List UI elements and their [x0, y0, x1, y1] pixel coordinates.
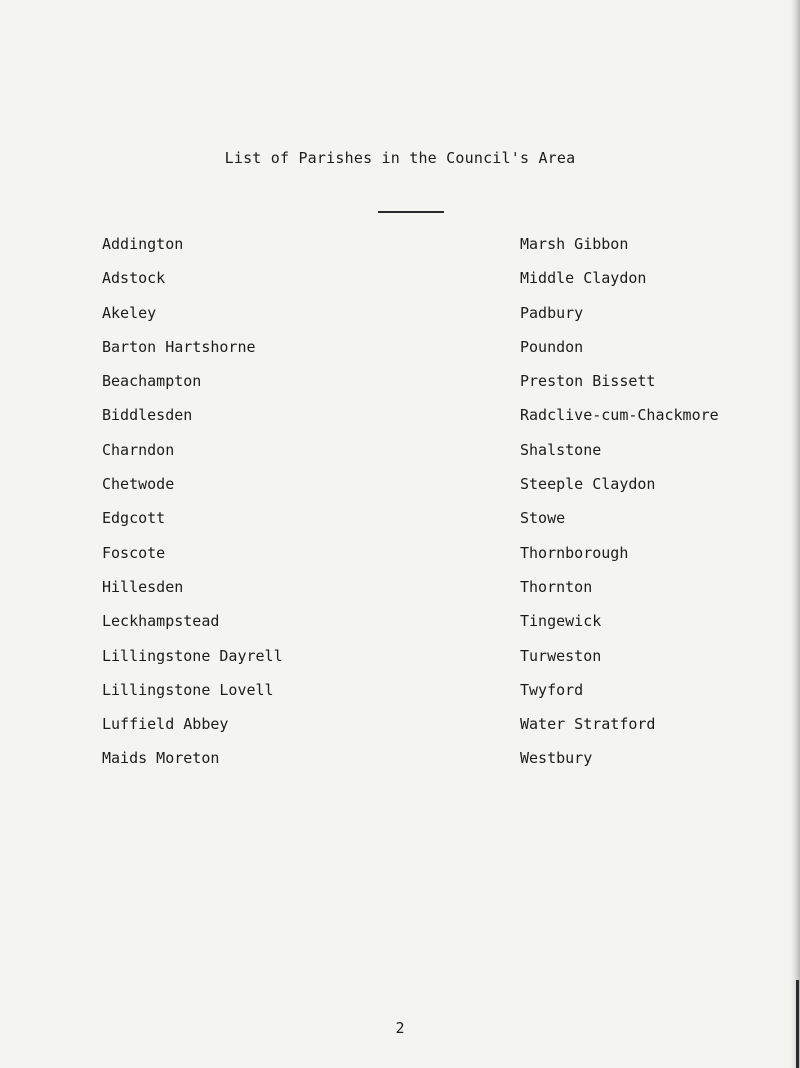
title-underline — [378, 211, 444, 213]
parish-item: Shalstone — [520, 440, 602, 459]
parish-item: Padbury — [520, 303, 584, 322]
parish-item: Foscote — [102, 543, 166, 562]
parish-item: Biddlesden — [102, 406, 193, 425]
parish-item: Middle Claydon — [520, 269, 647, 288]
parish-item: Maids Moreton — [102, 749, 220, 768]
parish-item: Marsh Gibbon — [520, 235, 629, 253]
parish-item: Addington — [102, 235, 184, 253]
parish-item: Thornton — [520, 577, 593, 596]
parish-item: Lillingstone Lovell — [102, 680, 274, 699]
page-title: List of Parishes in the Council's Area — [224, 149, 576, 167]
parish-item: Tingewick — [520, 612, 602, 631]
parish-item: Beachampton — [102, 372, 202, 391]
scan-edge-shadow — [790, 0, 800, 1068]
parish-item: Akeley — [102, 303, 157, 322]
parish-item: Adstock — [102, 269, 166, 288]
parish-list-left — [102, 235, 283, 784]
parish-list-right — [520, 235, 719, 784]
parish-item: Hillesden — [102, 577, 184, 596]
parish-item: Edgcott — [102, 509, 166, 528]
parish-item: Water Stratford — [520, 715, 656, 734]
parish-item: Poundon — [520, 337, 584, 356]
parish-item: Turweston — [520, 646, 602, 665]
parish-item: Leckhampstead — [102, 612, 220, 631]
parish-item: Chetwode — [102, 475, 175, 494]
parish-item: Lillingstone Dayrell — [102, 646, 283, 665]
parish-item: Westbury — [520, 749, 593, 768]
parish-item: Steeple Claydon — [520, 475, 656, 494]
parish-item: Charndon — [102, 440, 175, 459]
parish-item: Twyford — [520, 680, 584, 699]
parish-item: Preston Bissett — [520, 372, 656, 391]
parish-item: Luffield Abbey — [102, 715, 229, 734]
page-number: 2 — [395, 1019, 405, 1037]
parish-item: Radclive-cum-Chackmore — [520, 406, 719, 425]
scan-edge-mark — [796, 980, 799, 1068]
parish-item: Thornborough — [520, 543, 629, 562]
parish-item: Barton Hartshorne — [102, 337, 256, 356]
parish-item: Stowe — [520, 509, 566, 528]
